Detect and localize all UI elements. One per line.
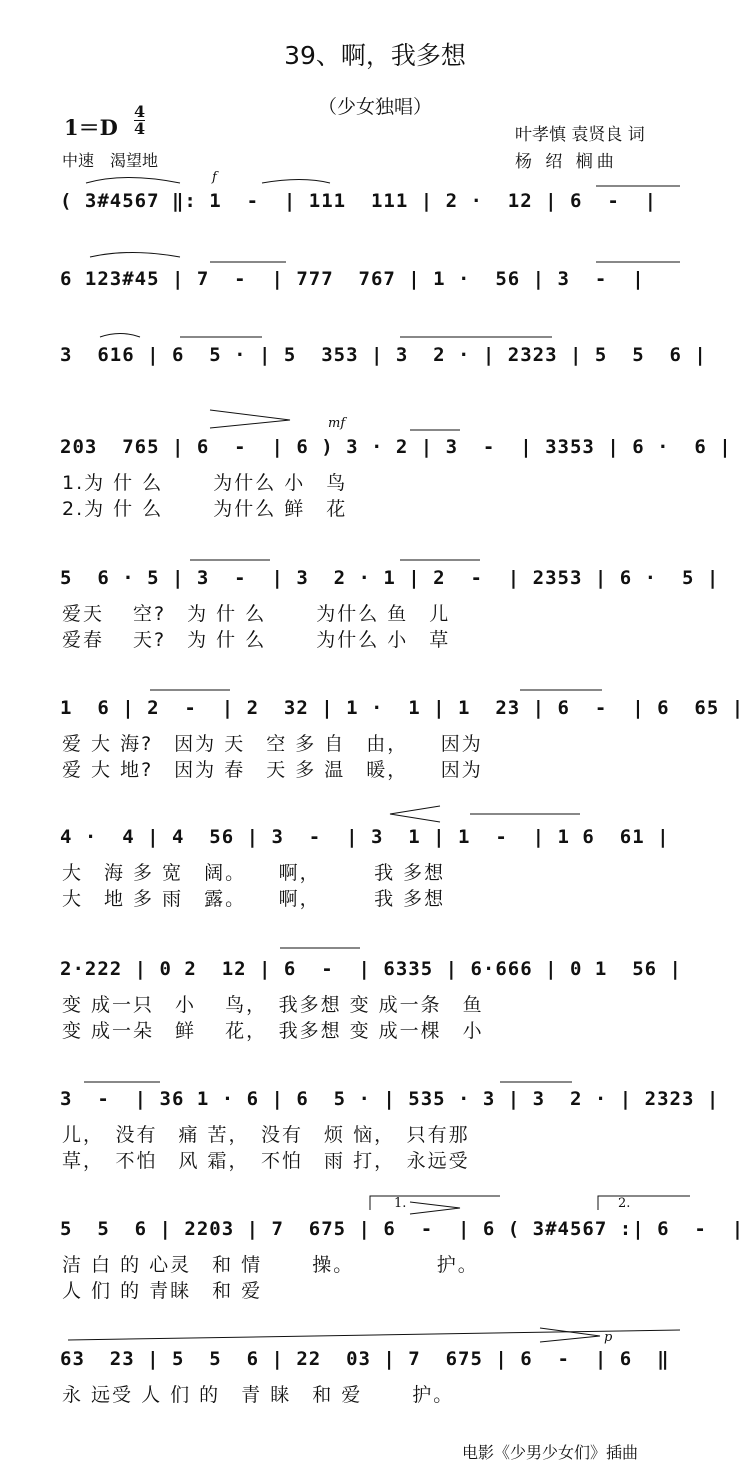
slur-mark <box>86 178 180 184</box>
volta-first-bracket <box>370 1196 500 1210</box>
volta-second-label: 2. <box>618 1196 631 1211</box>
volta-first-label: 1. <box>394 1196 407 1211</box>
notation-line: 3 616 | 6 5 · | 5 353 | 3 2 · | 2323 | 5 5 6 | <box>60 344 707 366</box>
composer-credit: 杨 绍 榈曲 <box>515 152 618 172</box>
diminuendo-hairpin <box>410 1202 460 1214</box>
song-subtitle: （少女独唱） <box>317 96 432 118</box>
notation-line: 4 · 4 | 4 56 | 3 - | 3 1 | 1 - | 1 6 61 | <box>60 826 670 848</box>
lyric-verse-2: 大 地 多 雨 露。 啊， 我 多想 <box>62 888 446 910</box>
source-credit: 电影《少男少女们》插曲 <box>462 1443 639 1462</box>
lyric-verse-1: 大 海 多 宽 阔。 啊， 我 多想 <box>62 862 446 884</box>
slur-mark <box>90 253 180 258</box>
diminuendo-hairpin <box>210 410 290 428</box>
lyric-verse-2: 爱春 天? 为 什 么 为什么 小 草 <box>62 629 451 651</box>
notation-line: 1 6 | 2 - | 2 32 | 1 · 1 | 1 23 | 6 - | 6 65 | <box>60 697 745 719</box>
piano-marking: p <box>604 1330 613 1345</box>
time-top: 4 <box>134 102 146 121</box>
lyric-verse-1: 变 成一只 小 鸟， 我多想 变 成一条 鱼 <box>62 994 484 1016</box>
diminuendo-hairpin <box>540 1328 600 1342</box>
slur-mark <box>262 180 330 184</box>
lyric-verse-1: 儿， 没有 痛 苦， 没有 烦 恼， 只有那 <box>62 1124 470 1146</box>
lyric-verse-2: 爱 大 地? 因为 春 天 多 温 暖， 因为 <box>62 759 483 781</box>
notation-line: 5 5 6 | 2203 | 7 675 | 6 - | 6 ( 3#4567 :| 6 - | <box>60 1218 745 1240</box>
notation-line: 2·222 | 0 2 12 | 6 - | 6335 | 6·666 | 0 1 56 | <box>60 958 682 980</box>
tempo-marking: 中速 渴望地 <box>62 151 159 170</box>
crescendo-hairpin <box>390 806 440 822</box>
lyric-verse-1: 爱 大 海? 因为 天 空 多 自 由， 因为 <box>62 733 483 755</box>
lyricist-credit: 叶孝慎 袁贤良 词 <box>515 125 645 145</box>
lyric-verse-2: 变 成一朵 鲜 花， 我多想 变 成一棵 小 <box>62 1020 484 1042</box>
notation-line: 6 123#45 | 7 - | 777 767 | 1 · 56 | 3 - | <box>60 268 645 290</box>
time-bottom: 4 <box>134 119 146 138</box>
lyric-verse-1: 1.为 什 么 为什么 小 鸟 <box>62 472 348 494</box>
mezzo-forte-marking: mf <box>328 416 346 431</box>
volta-second-bracket <box>598 1196 690 1210</box>
notation-line: 3 - | 36 1 · 6 | 6 5 · | 535 · 3 | 3 2 · | 2323 | <box>60 1088 720 1110</box>
lyric-verse-2: 2.为 什 么 为什么 鲜 花 <box>62 498 348 520</box>
notation-line: ( 3#4567 ‖: 1 - | 111 111 | 2 · 12 | 6 - | <box>60 190 658 212</box>
notation-line: 5 6 · 5 | 3 - | 3 2 · 1 | 2 - | 2353 | 6 · 5 | <box>60 567 720 589</box>
lyric-verse-2: 草， 不怕 风 霜， 不怕 雨 打， 永远受 <box>62 1150 470 1172</box>
slur-mark <box>100 334 140 338</box>
lyric-verse-1: 永 远受 人 们 的 青 睐 和 爱 护。 <box>62 1384 455 1406</box>
tie-mark <box>68 1330 680 1340</box>
notation-line: 63 23 | 5 5 6 | 22 03 | 7 675 | 6 - | 6 ‖ <box>60 1348 670 1370</box>
forte-marking: f <box>212 170 217 185</box>
notation-line: 203 765 | 6 - | 6 ) 3 · 2 | 3 - | 3353 | 6 · 6 | <box>60 436 732 458</box>
lyric-verse-1: 洁 白 的 心灵 和 情 操。 护。 <box>62 1254 479 1276</box>
key-signature: 1＝D <box>64 115 118 140</box>
page-title: 39、啊，我多想 <box>284 41 466 70</box>
lyric-verse-2: 人 们 的 青睐 和 爱 <box>62 1280 263 1302</box>
lyric-verse-1: 爱天 空? 为 什 么 为什么 鱼 儿 <box>62 603 451 625</box>
